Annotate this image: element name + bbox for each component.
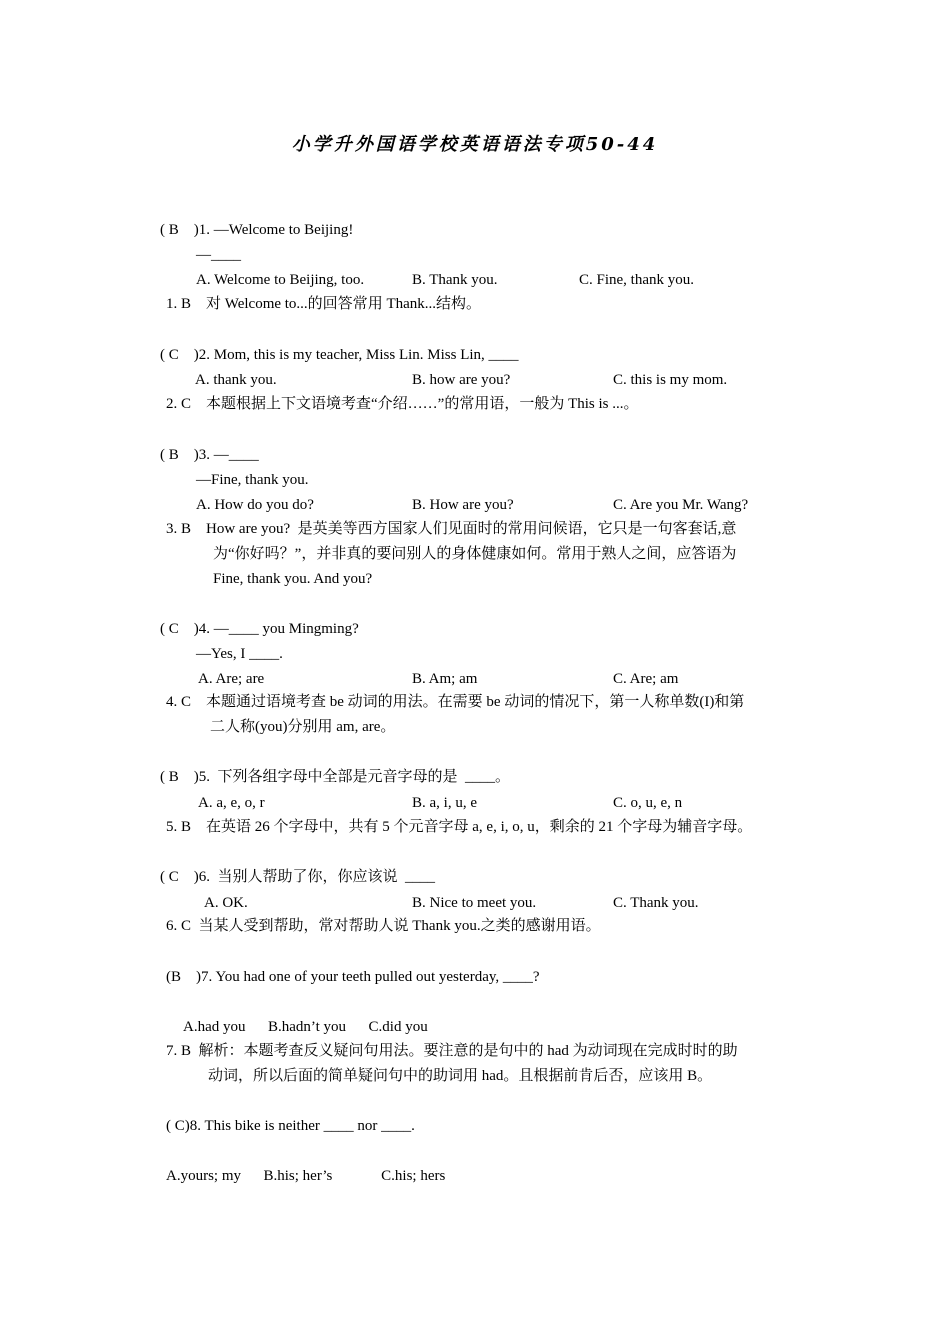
question-6-option-a: A. OK. <box>204 895 248 911</box>
question-1-blank: —____ <box>196 247 241 263</box>
question-5-stem: ( B )5. 下列各组字母中全部是元音字母的是 ____。 <box>160 769 510 785</box>
question-5-answer: 5. B 在英语 26 个字母中，共有 5 个元音字母 a, e, i, o, u，剩余的 21 个字母为辅音字母。 <box>166 819 753 835</box>
question-4-option-a: A. Are; are <box>198 671 265 687</box>
question-4-answer-line-2: 二人称(you)分别用 am, are。 <box>210 719 396 735</box>
question-4-option-c: C. Are; am <box>613 671 679 687</box>
question-3-answer-line-2: 为“你好吗？”，并非真的要问别人的身体健康如何。常用于熟人之间，应答语为 <box>213 546 737 562</box>
question-6-stem: ( C )6. 当别人帮助了你，你应该说 ____ <box>160 869 435 885</box>
question-2-option-a: A. thank you. <box>195 372 277 388</box>
question-3-stem: ( B )3. —____ <box>160 447 259 463</box>
question-1-option-b: B. Thank you. <box>412 272 498 288</box>
question-8-stem: ( C)8. This bike is neither ____ nor ____. <box>166 1118 415 1134</box>
question-1-option-a: A. Welcome to Beijing, too. <box>196 272 365 288</box>
question-3-reply: —Fine, thank you. <box>196 472 309 488</box>
question-8-options: A.yours; my B.his; her’s C.his; hers <box>166 1168 446 1184</box>
page-title: 小学升外国语学校英语语法专项50-44 <box>291 134 659 155</box>
question-1-answer: 1. B 对 Welcome to...的回答常用 Thank...结构。 <box>166 296 482 312</box>
question-4-option-b: B. Am; am <box>412 671 478 687</box>
question-4-reply: —Yes, I ____. <box>196 646 283 662</box>
question-2-answer: 2. C 本题根据上下文语境考查“介绍……”的常用语，一般为 This is ...。 <box>166 396 639 412</box>
question-3-answer-line-3: Fine, thank you. And you? <box>213 571 373 587</box>
question-1-option-c: C. Fine, thank you. <box>579 272 694 288</box>
question-7-options: A.had you B.hadn’t you C.did you <box>183 1019 428 1035</box>
question-6-option-c: C. Thank you. <box>613 895 699 911</box>
question-6-answer: 6. C 当某人受到帮助，常对帮助人说 Thank you.之类的感谢用语。 <box>166 918 601 934</box>
question-4-answer-line-1: 4. C 本题通过语境考查 be 动词的用法。在需要 be 动词的情况下，第一人称单数(I)和第 <box>166 694 745 710</box>
question-3-option-c: C. Are you Mr. Wang? <box>613 497 749 513</box>
question-2-option-c: C. this is my mom. <box>613 372 728 388</box>
question-5-option-a: A. a, e, o, r <box>198 795 265 811</box>
question-3-option-a: A. How do you do? <box>196 497 314 513</box>
question-3-answer-line-1: 3. B How are you? 是英美等西方国家人们见面时的常用问候语，它只是一句客套话,意 <box>166 521 737 537</box>
question-4-stem: ( C )4. —____ you Mingming? <box>160 621 359 637</box>
question-2-option-b: B. how are you? <box>412 372 511 388</box>
question-5-option-b: B. a, i, u, e <box>412 795 477 811</box>
question-7-answer-line-2: 动词，所以后面的简单疑问句中的助词用 had。且根据前肯后否，应该用 B。 <box>208 1068 713 1084</box>
question-7-stem: (B )7. You had one of your teeth pulled out yesterday, ____? <box>166 969 540 985</box>
question-3-option-b: B. How are you? <box>412 497 514 513</box>
question-2-stem: ( C )2. Mom, this is my teacher, Miss Lin. Miss Lin, ____ <box>160 347 519 363</box>
question-7-answer-line-1: 7. B 解析：本题考查反义疑问句用法。要注意的是句中的 had 为动词现在完成时时的助 <box>166 1043 738 1059</box>
question-6-option-b: B. Nice to meet you. <box>412 895 537 911</box>
question-1-stem: ( B )1. —Welcome to Beijing! <box>160 222 354 238</box>
question-5-option-c: C. o, u, e, n <box>613 795 683 811</box>
